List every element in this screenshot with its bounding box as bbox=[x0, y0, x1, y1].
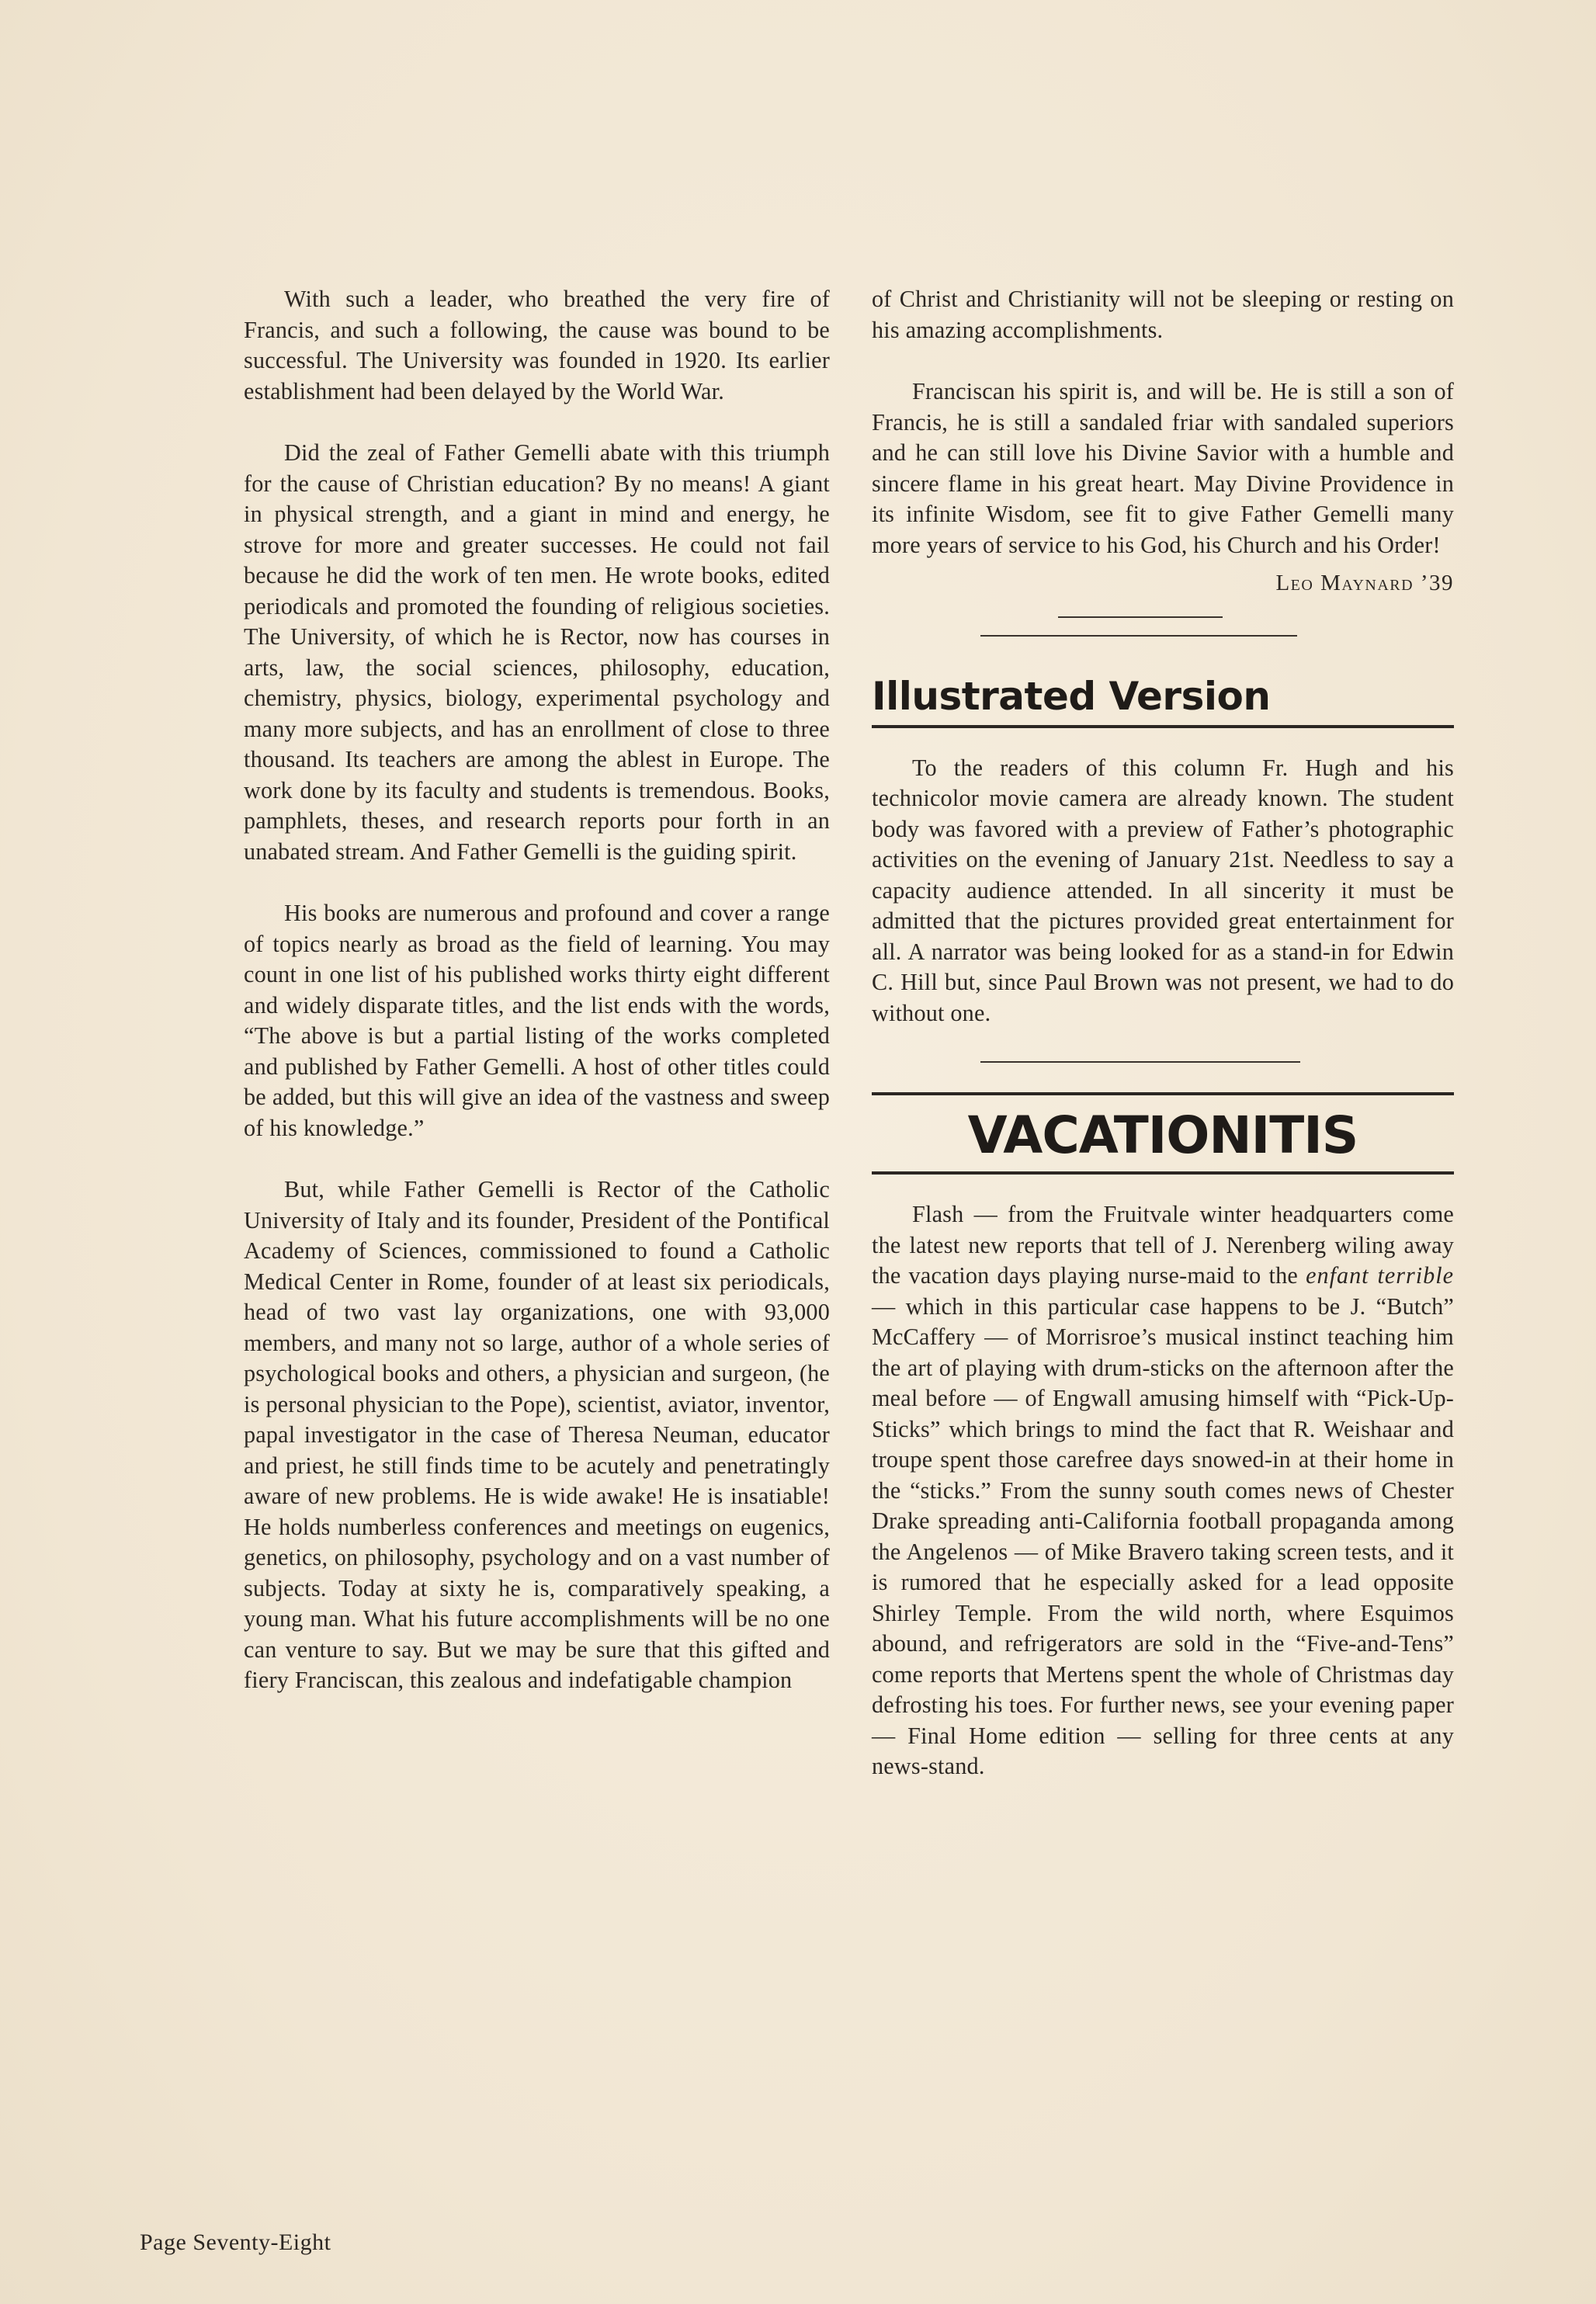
divider-line-long bbox=[980, 635, 1297, 637]
illustrated-version-heading: Illustrated Version bbox=[872, 672, 1454, 728]
gemelli-closing-paragraph: Franciscan his spirit is, and will be. He is still a son of Francis, he is still a sandaled friar with sandaled superiors and he can still love his Divine Savior with a humble and sincere flame in his great heart. May Divine Providence in its infinite Wisdom, see fit to give Father Gemelli many more years of service to his God, his Church and his Order! bbox=[872, 378, 1454, 558]
gemelli-paragraph-4: But, while Father Gemelli is Rector of the Catholic University of Italy and its founder, President of the Pontifical Academy of Sciences, commissioned to found a Catholic Medical Center in Rome, founder of at least six periodicals, head of two vast lay organizations, one with 93,000 members, and many not so large, author of a whole series of psychological books and others, a physician and surgeon, (he is personal physician to the Pope), scientist, aviator, inventor, papal investigator in the case of Theresa Neuman, educator and priest, he still finds time to be acutely and penetratingly aware of new problems. He is wide awake! He is insatiable! He holds numberless conferences and meetings on eugenics, genetics, on philosophy, psychology and on a vast number of subjects. Today at sixty he is, comparatively speaking, a young man. What his future accomplishments will be no one can venture to say. But we may be sure that this gifted and fiery Franciscan, this zealous and indefatigable champion bbox=[244, 1176, 830, 1693]
gemelli-paragraph-1: With such a leader, who breathed the very fire of Francis, and such a following, the cause was bound to be successful. The University was founded in 1920. Its earlier establishment had been delayed by the World War. bbox=[244, 286, 830, 404]
gemelli-paragraph-3: His books are numerous and profound and cover a range of topics nearly as broad as the field of learning. You may count in one list of his published works thirty eight different and widely disparate titles, and the list ends with the words, “The above is but a partial listing of the works completed and published by Father Gemelli. A host of other titles could be added, but this will give an idea of the vastness and sweep of his knowledge.” bbox=[244, 900, 830, 1141]
section-divider bbox=[872, 616, 1454, 640]
vacationitis-heading: VACATIONITIS bbox=[872, 1092, 1454, 1175]
divider-line-right bbox=[1167, 1061, 1300, 1063]
author-signature: Leo Maynard ’39 bbox=[1275, 571, 1454, 595]
page-number: Page Seventy-Eight bbox=[140, 2229, 331, 2255]
vacationitis-body-start: Flash — from the Fruitvale winter headquarters come the latest new reports that tell of J. Nerenberg wiling away the vacation days playing nurse-maid to the bbox=[872, 1201, 1454, 1289]
divider-line-short bbox=[1058, 616, 1223, 618]
right-column bbox=[872, 284, 1454, 1782]
left-column bbox=[244, 284, 830, 1696]
divider-line-left bbox=[980, 1061, 1167, 1063]
vacationitis-italic-phrase: enfant terrible bbox=[1306, 1262, 1454, 1289]
gemelli-paragraph-2: Did the zeal of Father Gemelli abate with this triumph for the cause of Christian education? By no means! A giant in physical strength, and a giant in mind and energy, he strove for more and greater successes. He could not fail because he did the work of ten men. He wrote books, edited periodicals and promoted the founding of religious societies. The University, of which he is Rector, now has courses in arts, law, the social sciences, philosophy, education, chemistry, physics, biology, experimental psychology and many more subjects, and has an enrollment of close to three thousand. Its teachers are among the ablest in Europe. The work done by its faculty and students is tremendous. Books, pamphlets, theses, and research reports pour forth in an unabated stream. And Father Gemelli is the guiding spirit. bbox=[244, 439, 830, 865]
gemelli-continued-paragraph: of Christ and Christianity will not be sleeping or resting on his amazing accomplishments. bbox=[872, 286, 1454, 343]
vacationitis-body-end: — which in this particular case happens to be J. “Butch” McCaffery — of Morrisroe’s musical instinct teaching him the art of playing with drum-sticks on the afternoon after the meal before — of Engwall amusing himself with “Pick-Up-Sticks” which brings to mind the fact that R. Weishaar and troupe spent those carefree days snowed-in at their home in the “sticks.” From the sunny south comes news of Chester Drake spreading anti-California football propaganda among the Angelenos — of Mike Bravero taking screen tests, and it is rumored that he especially asked for a lead opposite Shirley Temple. From the wild north, where Esquimos abound, and refrigerators are sold in the “Five-and-Tens” come reports that Mertens spent the whole of Christmas day defrosting his toes. For further news, see your evening paper — Final Home edition — selling for three cents at any news-stand. bbox=[872, 1293, 1454, 1779]
section-divider-2 bbox=[872, 1055, 1454, 1078]
illustrated-version-body: To the readers of this column Fr. Hugh and his technicolor movie camera are already known. The student body was favored with a preview of Father’s photographic activities on the evening of January 21st. Needless to say a capacity audience attended. In all sincerity it must be admitted that the pictures provided great entertainment for all. A narrator was being looked for as a stand-in for Edwin C. Hill but, since Paul Brown was not present, we had to do without one. bbox=[872, 754, 1454, 1026]
vacationitis-body bbox=[872, 1199, 1454, 1782]
